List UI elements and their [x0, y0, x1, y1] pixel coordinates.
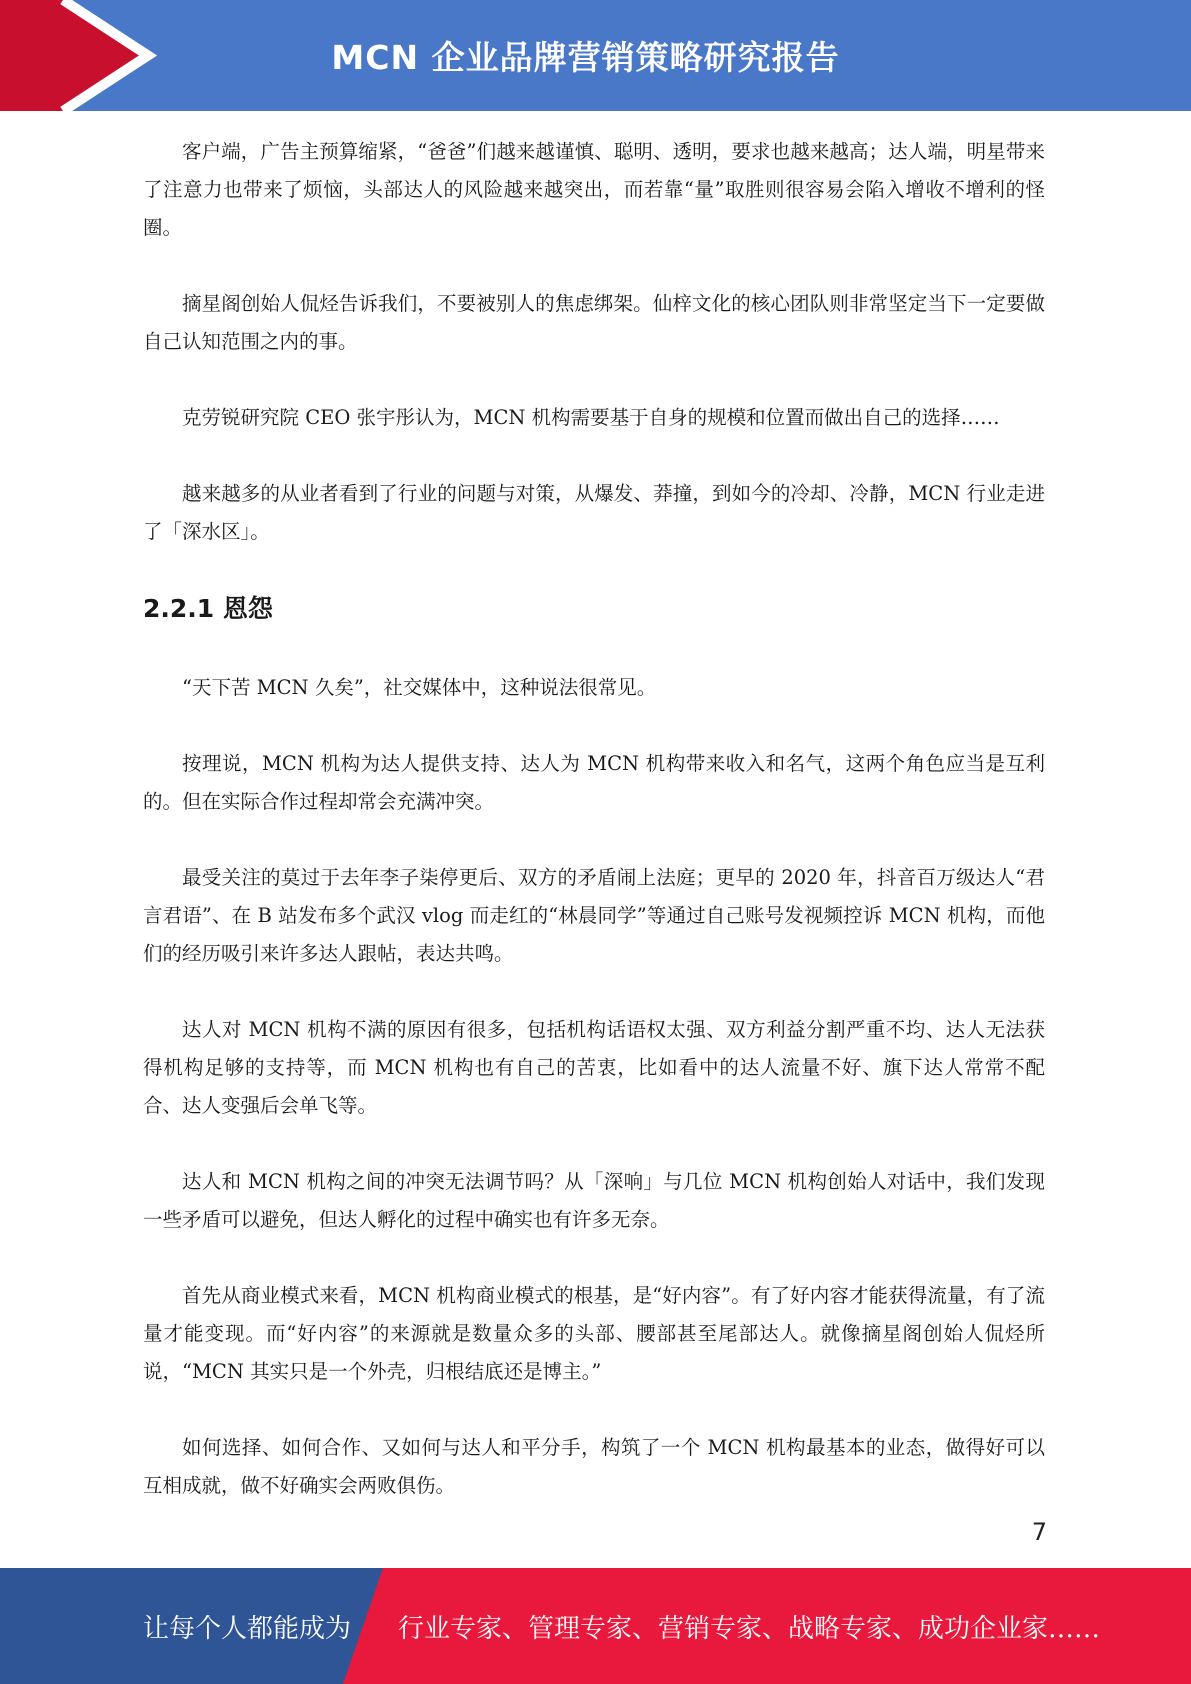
- paragraph: 越来越多的从业者看到了行业的问题与对策，从爆发、莽撞，到如今的冷却、冷静，MCN 行业走进了「深水区」。: [143, 482, 1045, 543]
- paragraph: 如何选择、如何合作、又如何与达人和平分手，构筑了一个 MCN 机构最基本的业态，做得好可以互相成就，做不好确实会两败俱伤。: [143, 1436, 1045, 1497]
- footer-slogan-right: 行业专家、管理专家、营销专家、战略专家、成功企业家……: [398, 1613, 1101, 1644]
- header-arrow-icon: [0, 0, 160, 111]
- document-title: MCN 企业品牌营销策略研究报告: [331, 38, 840, 77]
- page-footer: [0, 1568, 1191, 1684]
- footer-slogan-left: 让每个人都能成为: [143, 1613, 352, 1644]
- paragraph: “天下苦 MCN 久矣”，社交媒体中，这种说法很常见。: [182, 676, 657, 699]
- paragraph: 达人和 MCN 机构之间的冲突无法调节吗？从「深响」与几位 MCN 机构创始人对话中，我们发现一些矛盾可以避免，但达人孵化的过程中确实也有许多无奈。: [143, 1170, 1045, 1231]
- article-body: [143, 133, 1045, 1543]
- paragraph: 最受关注的莫过于去年李子柒停更后、双方的矛盾闹上法庭；更早的 2020 年，抖音百万级达人“君言君语”、在 B 站发布多个武汉 vlog 而走红的“林晨同学”等通过自己账号发视频控诉 MCN 机构，而他们的经历吸引来许多达人跟帖，表达共鸣。: [143, 866, 1045, 965]
- paragraph: 达人对 MCN 机构不满的原因有很多，包括机构话语权太强、双方利益分割严重不均、达人无法获得机构足够的支持等，而 MCN 机构也有自己的苦衷，比如看中的达人流量不好、旗下达人常常不配合、达人变强后会单飞等。: [143, 1018, 1045, 1117]
- paragraph: 首先从商业模式来看，MCN 机构商业模式的根基，是“好内容”。有了好内容才能获得流量，有了流量才能变现。而“好内容”的来源就是数量众多的头部、腰部甚至尾部达人。就像摘星阁创始人侃烃所说，“MCN 其实只是一个外壳，归根结底还是博主。”: [143, 1284, 1045, 1383]
- paragraph: 按理说，MCN 机构为达人提供支持、达人为 MCN 机构带来收入和名气，这两个角色应当是互利的。但在实际合作过程却常会充满冲突。: [143, 752, 1045, 813]
- page-header: [0, 0, 1191, 111]
- page-number: 7: [1031, 1518, 1047, 1546]
- paragraph: 客户端，广告主预算缩紧，“爸爸”们越来越谨慎、聪明、透明，要求也越来越高；达人端，明星带来了注意力也带来了烦恼，头部达人的风险越来越突出，而若靠“量”取胜则很容易会陷入增收不增利的怪圈。: [143, 140, 1045, 239]
- paragraph: 克劳锐研究院 CEO 张宇彤认为，MCN 机构需要基于自身的规模和位置而做出自己的选择……: [182, 406, 1000, 429]
- section-heading: 2.2.1 恩怨: [143, 594, 273, 623]
- paragraph: 摘星阁创始人侃烃告诉我们，不要被别人的焦虑绑架。仙梓文化的核心团队则非常坚定当下一定要做自己认知范围之内的事。: [143, 292, 1045, 353]
